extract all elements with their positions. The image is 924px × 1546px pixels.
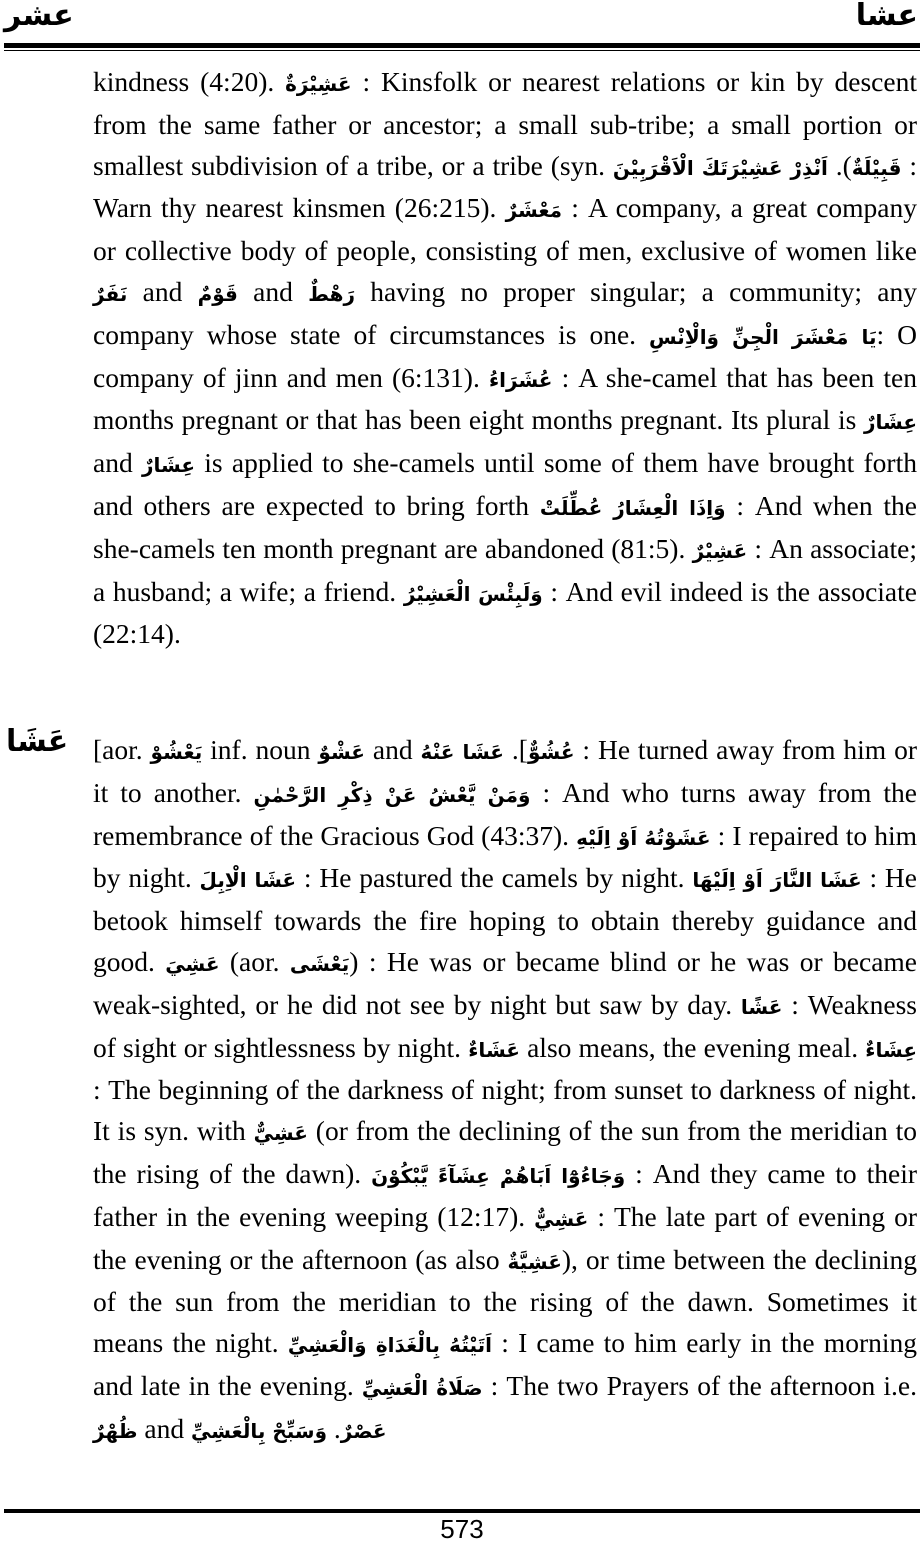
definition-text: : O company of jinn and men (6:131). (93, 318, 918, 393)
arabic-term: عَشِيٌّ (253, 1121, 308, 1146)
definition-text: : He turned away from him or it to another. (93, 734, 917, 808)
arabic-term: عَصْرٌ (340, 1418, 387, 1443)
definition-text: : I repaired to him by night. (93, 819, 918, 894)
definition-text: ). (827, 149, 852, 181)
definition-text: and (364, 734, 421, 765)
definition-text: having no proper singular; a community; any company whose state of circumstances is one. (93, 275, 917, 350)
definition-text: : And they came to their father in the evening weeping (12:17). (93, 1157, 918, 1232)
definition-text: : An associate; a husband; a wife; a friend. (93, 532, 917, 607)
definition-text: ]. (503, 734, 528, 765)
entry-asha-text (93, 730, 917, 1452)
arabic-term: صَلَاةُ الْعَشِيِّ (361, 1375, 483, 1400)
arabic-term: عَشِيَّةٌ (507, 1249, 562, 1274)
arabic-term: يَعْشَى (289, 951, 350, 976)
arabic-term: رَهْطٌ (308, 281, 355, 306)
arabic-term: عِشَارٌ (863, 410, 917, 435)
arabic-term: يَا مَعْشَرَ الْجِنِّ وَالْاِنْسِ (649, 324, 877, 349)
definition-text: is applied to she-camels until some of them have brought forth and others are expected to bring forth (93, 447, 917, 521)
definition-text: : The two Prayers of the afternoon i.e. (482, 1369, 917, 1401)
definition-text: : Weakness of sight or sightlessness by night. (93, 988, 918, 1063)
definition-text: and (237, 275, 309, 307)
header-root-left: عشر (4, 0, 74, 33)
arabic-term: عَشِيٌّ (534, 1206, 589, 1231)
arabic-term: يَعْشُوْ (150, 740, 203, 764)
definition-text: and (127, 275, 198, 307)
definition-text: : Kinsfolk or nearest relations or kin by descent from the same father or ancestor; a small sub-tribe; a small portion or smallest subdivision of a tribe, or a tribe (syn. (93, 66, 917, 181)
definition-text: also means, the evening meal. (519, 1031, 866, 1063)
definition-text: : Warn thy nearest kinsmen (26:215). (93, 149, 918, 224)
arabic-term: عَشْوٌ (318, 740, 365, 764)
arabic-term: مَعْشَرٌ (505, 198, 563, 223)
arabic-term: اَتَيْتُهُ بِالْغَدَاةِ وَالْعَشِيِّ (287, 1333, 493, 1358)
arabic-term: عُشُوٌّ (527, 740, 575, 764)
arabic-term: عَشَا عَنْهُ (420, 740, 504, 764)
definition-text: and (137, 1412, 191, 1444)
header-rule-thin (4, 50, 920, 51)
definition-text: : The late part of evening or the evening or the afternoon (as also (93, 1200, 917, 1275)
arabic-term: اَنْذِرْ عَشِيْرَتَكَ الْاَقْرَبِيْنَ (612, 155, 828, 180)
arabic-term: نَفَرٌ (93, 281, 128, 306)
arabic-term: عَشِيَ (165, 951, 220, 976)
arabic-term: عَشَاءٌ (468, 1037, 520, 1062)
header-rule-thick (4, 43, 920, 48)
entry-headword: عَشَا (6, 724, 69, 759)
arabic-term: عَشَا النَّارَ اَوْ اِلَيْهَا (692, 868, 862, 893)
definition-text: (aor. (219, 945, 290, 977)
entry-continued-paragraph (93, 66, 917, 649)
arabic-term: قَبِيْلَةٌ (851, 155, 902, 180)
definition-text: : A she-camel that has been ten months pregnant or that has been eight months pregnant. Its plural is (93, 361, 917, 436)
definition-text: : A company, a great company or collective body of people, consisting of men, exclusive of women like (93, 192, 917, 267)
arabic-term: وَمَنْ يَّعْشُ عَنْ ذِكْرِ الرَّحْمٰنِ (253, 782, 531, 807)
definition-text: : He betook himself towards the fire hoping to obtain thereby guidance and good. (93, 862, 917, 977)
definition-text: : He pastured the camels by night. (296, 862, 693, 894)
definition-text: ), or time between the declining of the sun from the meridian to the rising of the dawn. Sometimes it means the night. (93, 1243, 917, 1359)
definition-text: kindness (4:20). (93, 66, 286, 97)
arabic-term: عَشِيْرَةٌ (285, 72, 352, 96)
definition-text: : The beginning of the darkness of night; from sunset to darkness of night. It is syn. with (93, 1074, 917, 1147)
arabic-term: عَشِيْرٌ (692, 538, 748, 563)
arabic-term: عِشَارٌ (141, 453, 196, 478)
arabic-term: عُشَرَاءُ (488, 367, 553, 392)
arabic-term: عَشًا (740, 994, 783, 1019)
definition-text: : I came to him early in the morning and late in the evening. (93, 1327, 917, 1401)
arabic-term: وَلَبِئْسَ الْعَشِيْرُ (403, 581, 543, 606)
definition-text: inf. noun (202, 734, 319, 765)
header-root-right: عشا (855, 0, 918, 33)
definition-text: : And evil indeed is the associate (22:14). (93, 575, 917, 650)
page-number: 573 (440, 1514, 484, 1544)
definition-text: . (327, 1412, 341, 1444)
definition-text: : And when the she-camels ten month pregnant are abandoned (81:5). (93, 489, 917, 564)
definition-text: and (93, 447, 142, 479)
definition-text: : And who turns away from the remembrance of the Gracious God (43:37). (93, 776, 918, 851)
definition-text: ) : He was or became blind or he was or became weak-sighted, or he did not see by night but saw by day. (93, 945, 917, 1020)
entry-asha-paragraph (93, 734, 917, 1444)
definition-text: (or from the declining of the sun from the meridian to the rising of the dawn). (93, 1115, 917, 1189)
arabic-term: قَوْمٌ (197, 281, 238, 306)
arabic-term: وَسَبِّحْ بِالْعَشِيِّ (190, 1418, 327, 1443)
arabic-term: عَشَا الْاِبِلَ (199, 868, 297, 893)
arabic-term: وَاِذَا الْعِشَارُ عُطِّلَتْ (539, 495, 726, 520)
arabic-term: ظُهْرٌ (93, 1418, 138, 1443)
definition-text: [aor. (93, 734, 151, 765)
arabic-term: عِشَاءٌ (865, 1037, 917, 1062)
arabic-term: عَشَوْتُهُ اَوْ اِلَيْهِ (576, 825, 711, 850)
footer-rule (4, 1509, 920, 1513)
arabic-term: وَجَاءُوْٓا اَبَاهُمْ عِشَآءً يَّبْكُوْنَ (371, 1163, 626, 1188)
entry-continued-text (93, 62, 917, 655)
